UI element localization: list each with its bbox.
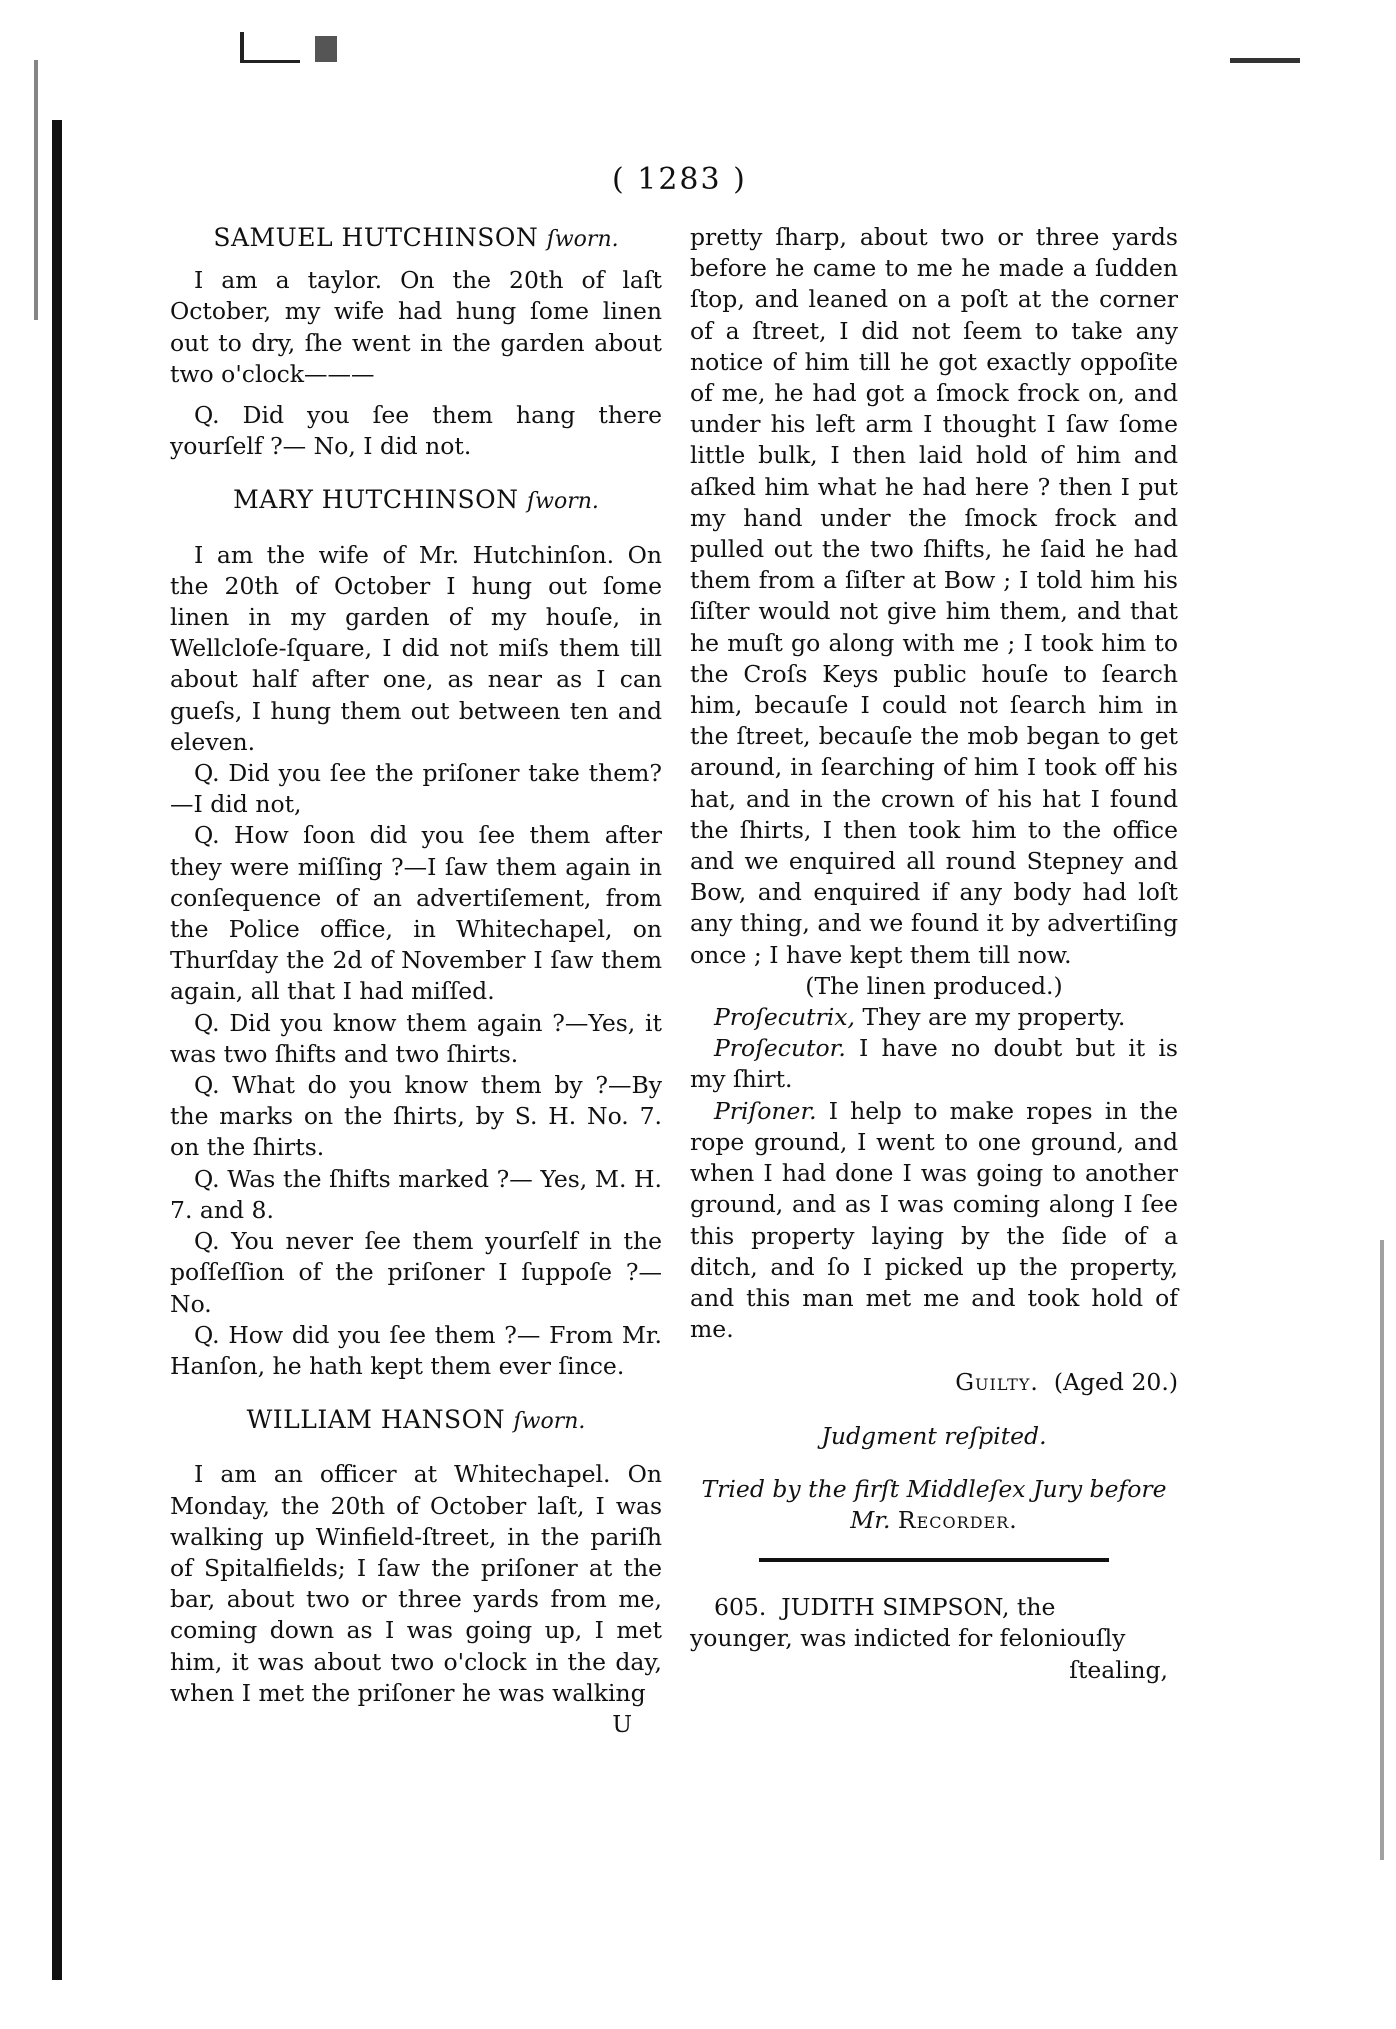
verdict-line: [690, 1367, 1178, 1398]
witness-heading: [170, 484, 662, 517]
page-right-edge: [1380, 1240, 1384, 1860]
verdict: Guilty.: [955, 1368, 1039, 1397]
testimony-paragraph: Q. How did you ſee them ?— From Mr. Hanſon, he hath kept them ever ſince.: [170, 1320, 662, 1380]
prisoner-statement: Priſoner. I help to make ropes in the rope ground, I went to one ground, and when I had done I was going to another ground, and as I was coming along I ſee this property laying by the ſide of a ditch, and ſo I picked up the property, and this man met me and took hold of me.: [690, 1096, 1178, 1344]
jury-line: Tried by the firſt Middleſex Jury before: [701, 1474, 1167, 1503]
scan-marks: [150, 30, 1300, 70]
prosecutrix-statement: Proſecutrix, They are my property.: [714, 1003, 1126, 1032]
witness-name: SAMUEL HUTCHINSON: [213, 223, 539, 252]
sworn-label: ſworn.: [526, 489, 599, 515]
testimony-paragraph: Q. Was the ſhifts marked ?— Yes, M. H. 7. and 8.: [170, 1164, 662, 1224]
page-number: ( 1283 ): [612, 162, 747, 197]
case-number: 605.: [714, 1593, 767, 1622]
speaker-label: Priſoner.: [714, 1096, 817, 1125]
right-column: [690, 222, 1178, 1686]
sworn-label: ſworn.: [513, 1409, 586, 1435]
indictment-text: younger, was indicted for feloniouſly: [690, 1624, 1126, 1653]
linen-produced-note: (The linen produced.): [805, 971, 1063, 1000]
testimony-paragraph: Q. You never ſee them yourſelf in the poſſeſſion of the priſoner I ſuppoſe ?— No.: [170, 1227, 662, 1318]
judgment-line: Judgment reſpited.: [821, 1421, 1047, 1450]
testimony-paragraph: I am the wife of Mr. Hutchinſon. On the 20th of October I hung out ſome linen in my garden of my houſe, in Wellcloſe-ſquare, I did not miſs them till about half after one, as near as I can gueſs, I hung them out between ten and eleven.: [170, 540, 662, 756]
testimony-paragraph: I am a taylor. On the 20th of laſt October, my wife had hung ſome linen out to dry, ſhe went in the garden about two o'clock———: [170, 266, 662, 388]
testimony-paragraph: pretty ſharp, about two or three yards before he came to me he made a ſudden ſtop, and leaned on a poſt at the corner of a ſtreet, I did not ſeem to take any notice of him till he got exactly oppoſite of me, he had got a ſmock frock on, and under his left arm I thought I ſaw ſome little bulk, I then laid hold of him and aſked him what he had here ? then I put my hand under the ſmock frock and pulled out the two ſhifts, he ſaid he had them from a ſiſter at Bow ; I told him his ſiſter would not give him them, and that he muſt go along with me ; I took him to the Croſs Keys public houſe to ſearch him, becauſe I could not ſearch him in the ſtreet, becauſe the mob began to get around, in ſearching of him I took off his hat, and in the crown of his hat I found the ſhirts, I then took him to the office and we enquired all round Stepney and Bow, and enquired if any body had loſt any thing, and we found it by advertiſing once ; I have kept them till now.: [690, 223, 1178, 969]
left-column: [170, 222, 662, 1740]
witness-name: WILLIAM HANSON: [246, 1405, 506, 1435]
defendant-name: JUDITH SIMPSON,: [781, 1593, 1010, 1622]
section-divider: [759, 1558, 1109, 1562]
speaker-label: Proſecutor.: [714, 1034, 846, 1063]
witness-heading: [170, 222, 662, 255]
case-heading: 605. JUDITH SIMPSON, the: [714, 1593, 1056, 1622]
speaker-label: Proſecutrix,: [714, 1003, 856, 1032]
testimony-paragraph: Q. How ſoon did you ſee them after they were miſſing ?—I ſaw them again in conſequence of an advertiſement, from the Police office, in Whitechapel, on Thurſday the 2d of November I ſaw them again, all that I had miſſed.: [170, 821, 662, 1006]
testimony-paragraph: Q. What do you know them by ?—By the marks on the ſhirts, by S. H. No. 7. on the ſhirts.: [170, 1071, 662, 1162]
recorder-line: Mr. Recorder.: [850, 1505, 1018, 1534]
testimony-paragraph: Q. Did you ſee the priſoner take them? —I did not,: [170, 759, 662, 819]
testimony-paragraph: I am an officer at Whitechapel. On Monday, the 20th of October laſt, I was walking up Winfield-ſtreet, in the pariſh of Spitalfields; I ſaw the priſoner at the bar, about two or three yards from me, coming down as I was going up, I met him, it was about two o'clock in the day, when I met the priſoner he was walking: [170, 1460, 662, 1707]
testimony-paragraph: Q. Did you know them again ?—Yes, it was two ſhifts and two ſhirts.: [170, 1008, 662, 1068]
sworn-label: ſworn.: [546, 227, 619, 252]
page-binding-edge: [52, 120, 62, 1980]
page-binding-shadow: [34, 60, 38, 320]
prosecutor-statement: Proſecutor. I have no doubt but it is my ſhirt.: [690, 1034, 1178, 1094]
witness-heading: [170, 1404, 662, 1437]
prisoner-age: (Aged 20.): [1053, 1368, 1178, 1397]
witness-name: MARY HUTCHINSON: [233, 485, 519, 515]
catchword: ſtealing,: [1069, 1655, 1168, 1684]
signature-mark: U: [612, 1709, 632, 1738]
testimony-paragraph: Q. Did you ſee them hang there yourſelf ?— No, I did not.: [170, 401, 662, 461]
